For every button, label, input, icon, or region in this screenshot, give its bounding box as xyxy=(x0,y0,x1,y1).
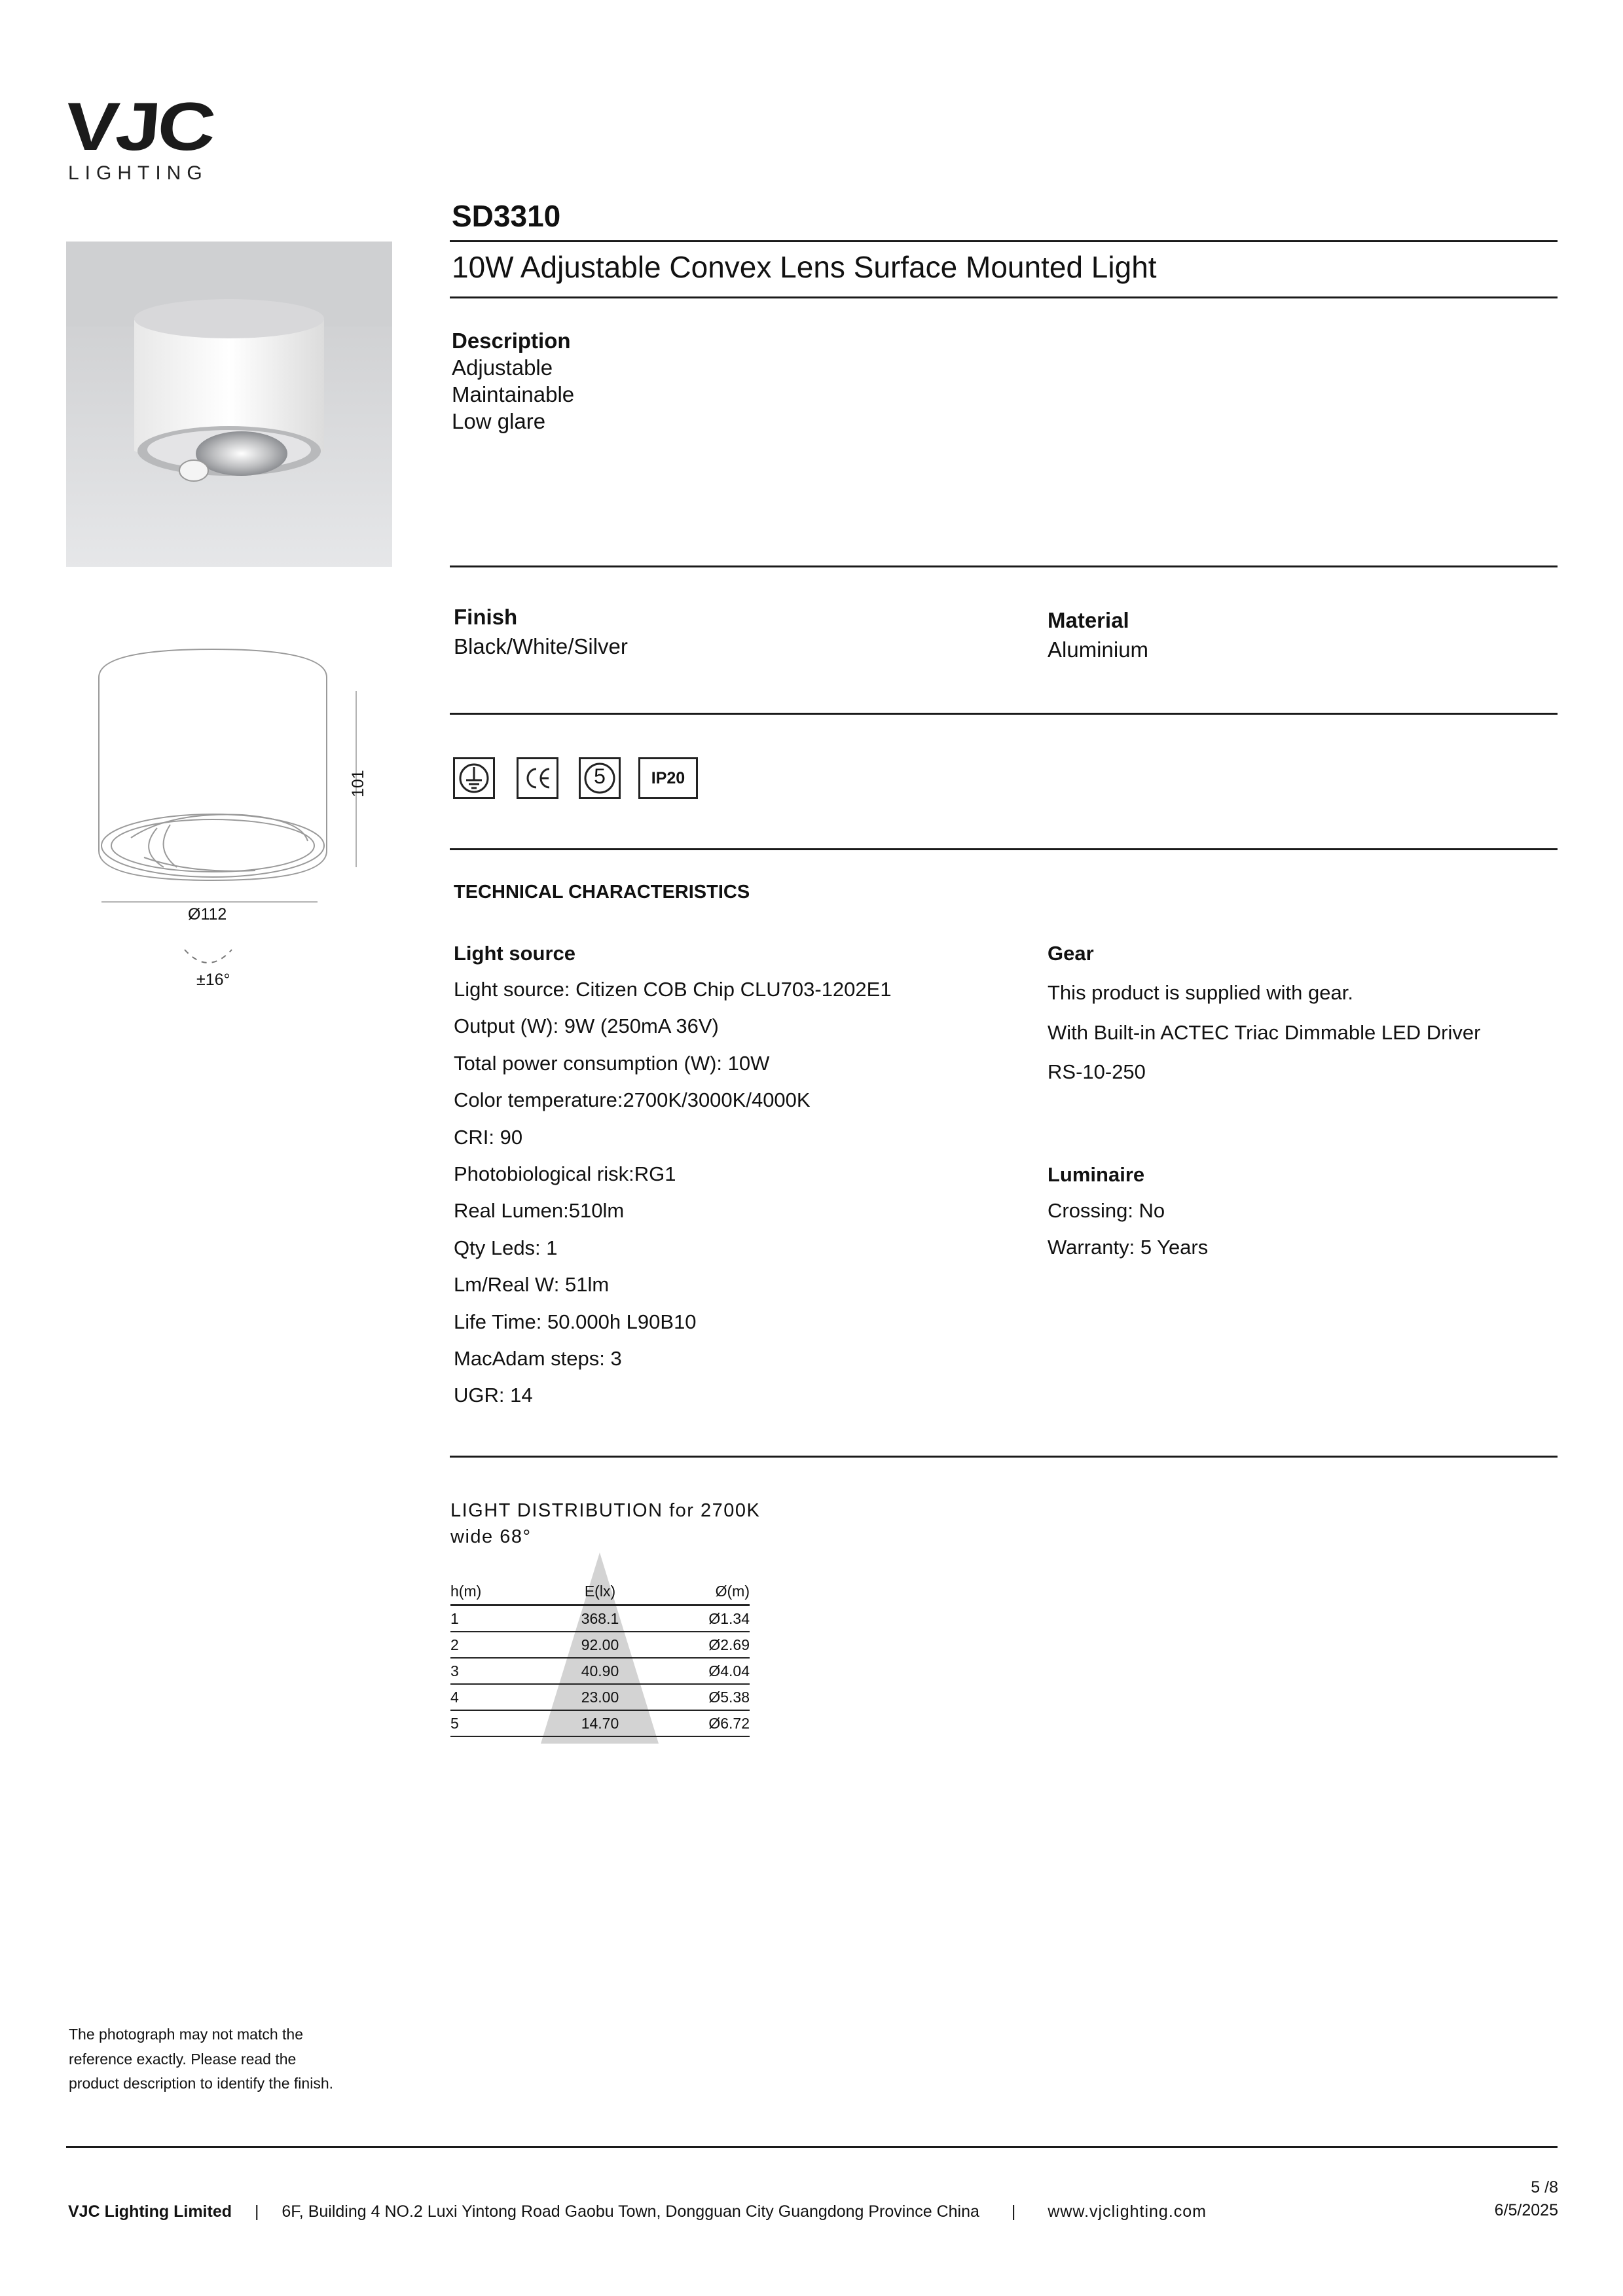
footer-website[interactable]: www.vjclighting.com xyxy=(1048,2202,1207,2221)
finish-heading: Finish xyxy=(454,605,518,629)
header-diameter: Ø(m) xyxy=(651,1578,750,1605)
spec-line: Real Lumen:510lm xyxy=(454,1199,625,1223)
tilt-angle-label: ±16° xyxy=(196,971,230,989)
gear-list xyxy=(1048,973,1480,1092)
table-row xyxy=(450,1658,750,1684)
product-title: 10W Adjustable Convex Lens Surface Mounted Light xyxy=(452,250,1157,284)
spec-line: Qty Leds: 1 xyxy=(454,1236,558,1259)
spec-line: CRI: 90 xyxy=(454,1125,523,1149)
description-list xyxy=(452,354,574,435)
cell-diameter: Ø1.34 xyxy=(651,1605,750,1632)
cell-height: 4 xyxy=(450,1684,549,1710)
spec-line: Lm/Real W: 51lm xyxy=(454,1273,610,1297)
disclaimer-line: The photograph may not match the xyxy=(69,2026,303,2043)
cell-illuminance: 40.90 xyxy=(549,1658,651,1684)
gear-line: With Built-in ACTEC Triac Dimmable LED Driver xyxy=(1048,1020,1481,1044)
technical-heading: TECHNICAL CHARACTERISTICS xyxy=(454,882,750,903)
distribution-table xyxy=(450,1578,750,1737)
luminaire-heading: Luminaire xyxy=(1048,1163,1145,1186)
cell-illuminance: 368.1 xyxy=(549,1605,651,1632)
product-code: SD3310 xyxy=(452,199,561,233)
gear-heading: Gear xyxy=(1048,942,1094,965)
material-value: Aluminium xyxy=(1048,637,1149,662)
table-row xyxy=(450,1684,750,1710)
warranty-years: 5 xyxy=(594,764,606,788)
tilt-arc-icon xyxy=(182,946,234,969)
product-photo xyxy=(66,242,392,567)
spec-line: Photobiological risk:RG1 xyxy=(454,1162,676,1186)
light-source-heading: Light source xyxy=(454,942,576,965)
disclaimer-line: reference exactly. Please read the xyxy=(69,2050,297,2068)
footer-bar xyxy=(68,2200,1207,2223)
luminaire-list xyxy=(1048,1193,1208,1266)
ip-rating-badge xyxy=(638,757,698,799)
distribution-title xyxy=(450,1498,760,1550)
cell-height: 3 xyxy=(450,1658,549,1684)
gear-line: RS-10-250 xyxy=(1048,1060,1146,1083)
footer-rule xyxy=(66,2146,1558,2148)
product-photo-image xyxy=(66,242,392,567)
description-item: Low glare xyxy=(452,409,546,433)
distribution-table-wrap xyxy=(450,1578,750,1737)
brand-logo xyxy=(62,89,219,184)
cell-height: 2 xyxy=(450,1632,549,1658)
cell-height: 5 xyxy=(450,1710,549,1736)
diameter-dimension-label: Ø112 xyxy=(188,905,227,924)
table-row xyxy=(450,1632,750,1658)
cell-height: 1 xyxy=(450,1605,549,1632)
material-heading: Material xyxy=(1048,608,1129,632)
cell-illuminance: 14.70 xyxy=(549,1710,651,1736)
dimension-drawing xyxy=(92,641,380,1008)
section-rule xyxy=(450,565,1558,567)
cell-diameter: Ø4.04 xyxy=(651,1658,750,1684)
title-rule-top xyxy=(450,240,1558,242)
cell-diameter: Ø6.72 xyxy=(651,1710,750,1736)
ip-rating-text: IP20 xyxy=(651,769,685,787)
footer-separator: | xyxy=(1011,2202,1016,2221)
spec-line: Total power consumption (W): 10W xyxy=(454,1051,770,1075)
spec-line: Light source: Citizen COB Chip CLU703-1202E1 xyxy=(454,978,892,1001)
header-illuminance: E(lx) xyxy=(549,1578,651,1605)
spec-line: UGR: 14 xyxy=(454,1384,533,1407)
gear-line: This product is supplied with gear. xyxy=(1048,981,1353,1004)
table-row xyxy=(450,1710,750,1736)
luminaire-line: Warranty: 5 Years xyxy=(1048,1236,1209,1259)
finish-value: Black/White/Silver xyxy=(454,634,628,658)
page-number: 5 /8 xyxy=(1531,2178,1558,2197)
cell-illuminance: 92.00 xyxy=(549,1632,651,1658)
cell-diameter: Ø2.69 xyxy=(651,1632,750,1658)
spec-line: MacAdam steps: 3 xyxy=(454,1347,622,1371)
spec-line: Output (W): 9W (250mA 36V) xyxy=(454,1014,719,1038)
section-rule xyxy=(450,848,1558,850)
ce-mark-icon xyxy=(517,757,558,799)
description-heading: Description xyxy=(452,329,571,353)
table-header-row xyxy=(450,1578,750,1605)
footer-separator: | xyxy=(254,2202,259,2221)
distribution-title-line: LIGHT DISTRIBUTION for 2700K xyxy=(450,1500,761,1521)
spec-line: Color temperature:2700K/3000K/4000K xyxy=(454,1088,811,1112)
photo-disclaimer xyxy=(69,2022,333,2096)
warranty-icon xyxy=(579,757,621,799)
section-rule xyxy=(450,1456,1558,1458)
footer-company: VJC Lighting Limited xyxy=(68,2202,232,2221)
header-height: h(m) xyxy=(450,1578,549,1605)
cell-diameter: Ø5.38 xyxy=(651,1684,750,1710)
footer-address: 6F, Building 4 NO.2 Luxi Yintong Road Gaobu Town, Dongguan City Guangdong Province China xyxy=(282,2202,979,2221)
cell-illuminance: 23.00 xyxy=(549,1684,651,1710)
dimension-drawing-image xyxy=(92,641,380,1008)
class1-earth-icon xyxy=(453,757,495,799)
title-rule-bottom xyxy=(450,296,1558,298)
section-rule xyxy=(450,713,1558,715)
height-dimension-label: 101 xyxy=(349,770,367,797)
logo-mark: VJC xyxy=(62,89,216,165)
luminaire-line: Crossing: No xyxy=(1048,1199,1165,1222)
disclaimer-line: product description to identify the finish. xyxy=(69,2075,334,2092)
spec-line: Life Time: 50.000h L90B10 xyxy=(454,1310,697,1333)
light-source-list xyxy=(454,971,892,1414)
table-row xyxy=(450,1605,750,1632)
description-item: Adjustable xyxy=(452,355,553,380)
description-item: Maintainable xyxy=(452,382,575,406)
distribution-beam-angle: wide 68° xyxy=(450,1526,532,1547)
footer-date: 6/5/2025 xyxy=(1494,2201,1558,2219)
logo-subtitle: LIGHTING xyxy=(68,162,208,184)
